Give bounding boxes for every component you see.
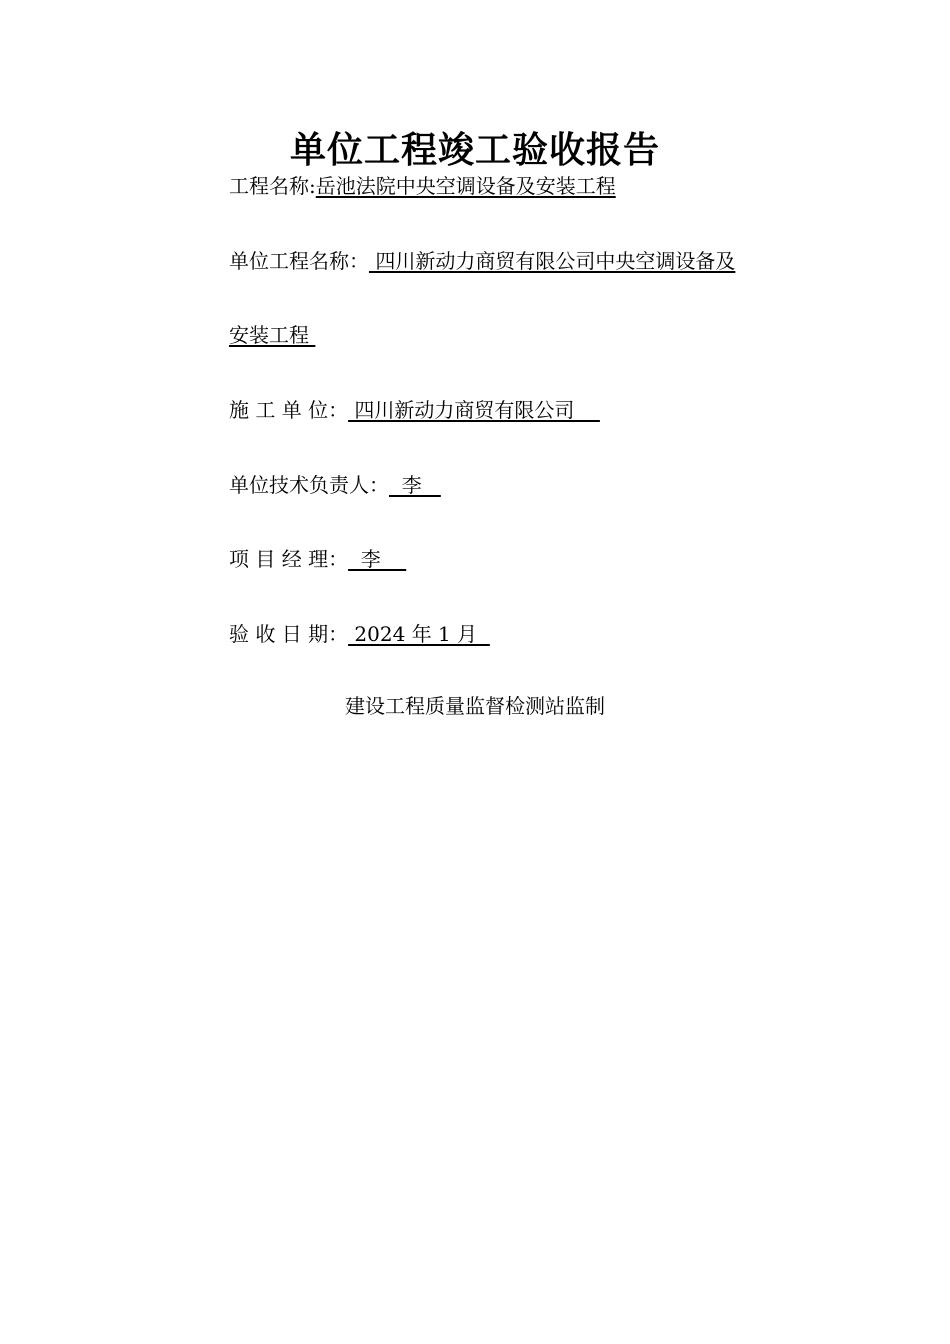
acceptance-date-label: 验 收 日 期： [229,622,349,646]
acceptance-date-value: 2024 年 1 月 [348,622,490,646]
unit-project-value-line1: 四川新动力商贸有限公司中央空调设备及 [369,249,736,273]
tech-lead-value: 李 [389,473,441,497]
contractor-value: 四川新动力商贸有限公司 [348,398,600,422]
contractor-label: 施 工 单 位： [229,398,349,422]
project-manager-field [229,545,406,573]
unit-project-value-line2: 安装工程 [229,323,316,347]
tech-lead-field [229,471,441,499]
unit-project-field-continued [229,321,315,349]
project-name-label: 工程名称: [229,174,316,198]
project-name-value: 岳池法院中央空调设备及安装工程 [315,174,616,198]
project-name-field [229,172,616,200]
project-manager-label: 项 目 经 理： [229,547,349,571]
unit-project-label: 单位工程名称： [229,249,369,273]
project-manager-value: 李 [348,547,407,571]
tech-lead-label: 单位技术负责人： [229,473,389,497]
issuer-footer: 建设工程质量监督检测站监制 [345,694,605,718]
contractor-field [229,396,600,424]
acceptance-date-field [229,620,490,648]
report-title: 单位工程竣工验收报告 [289,129,660,171]
unit-project-field [229,247,735,275]
